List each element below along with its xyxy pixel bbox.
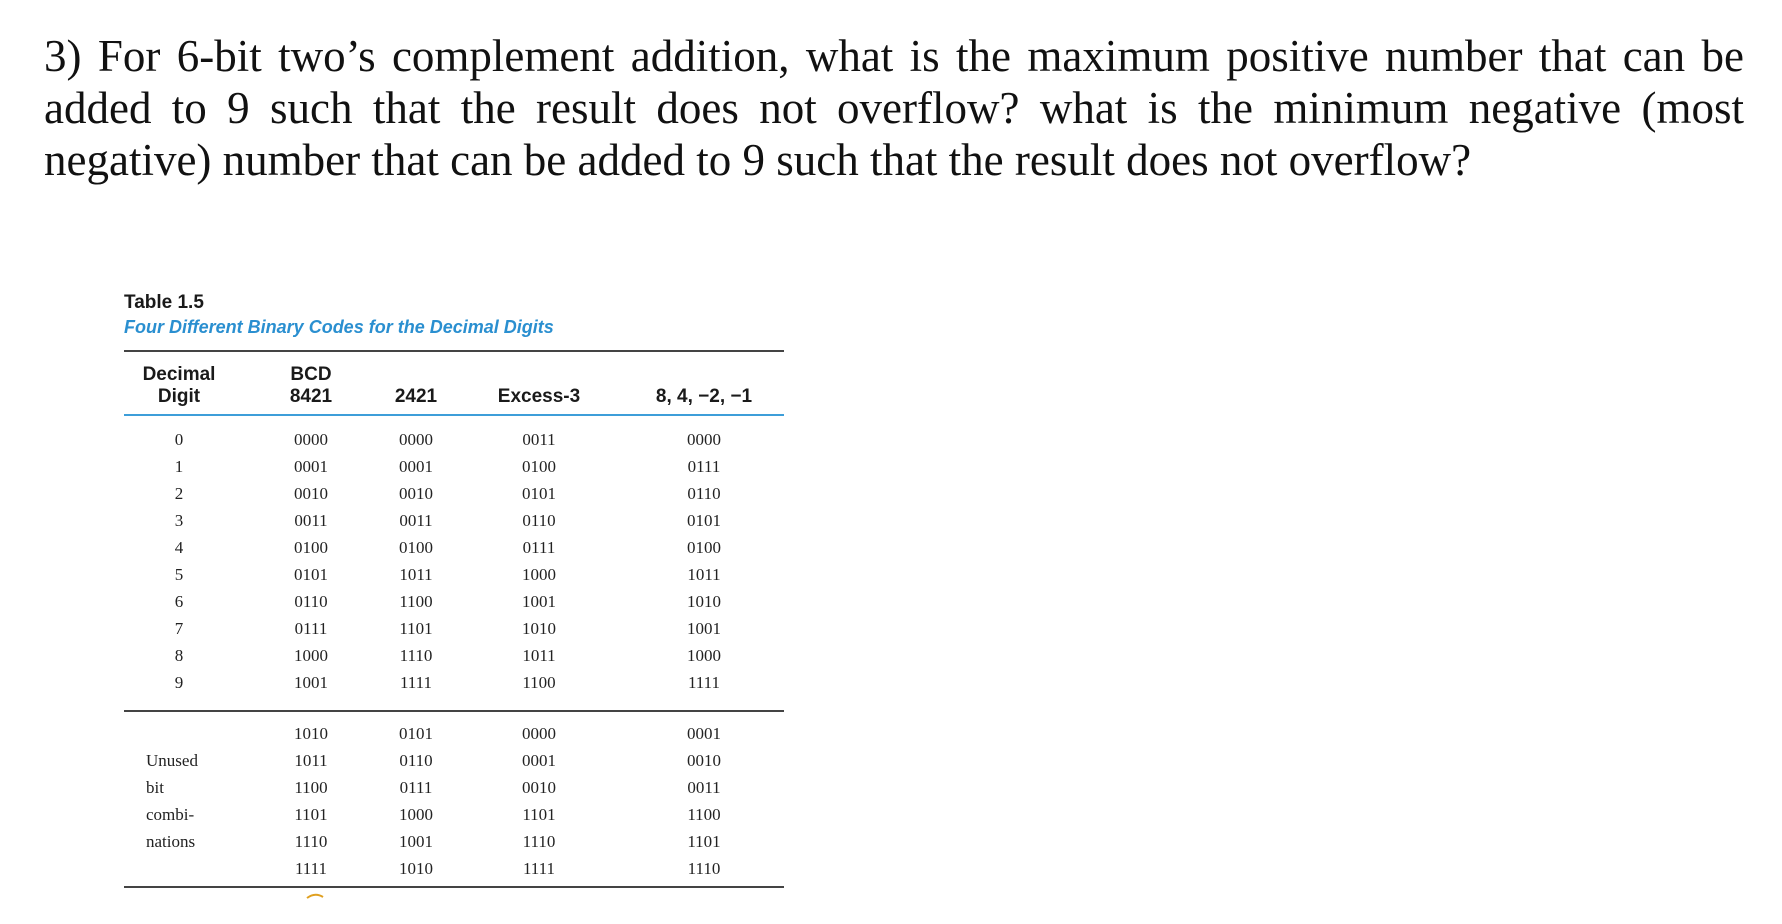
unused-label-line: nations: [146, 832, 196, 851]
cell-code-2421: 1100: [399, 592, 433, 611]
cell-unused-code-2421: 0101: [399, 724, 433, 743]
cell-bcd: 1001: [294, 673, 328, 692]
cell-bcd: 0101: [294, 565, 328, 584]
cell-unused-code-2421: 1010: [399, 859, 433, 878]
cell-bcd: 0010: [294, 484, 328, 503]
cell-bcd: 0001: [294, 457, 328, 476]
unused-label-line: bit: [146, 778, 164, 797]
cell-unused-code-2421: 0110: [399, 751, 433, 770]
cell-unused-excess-3: 0010: [522, 778, 556, 797]
cell-excess-3: 0100: [522, 457, 556, 476]
cell-unused-excess-3: 0000: [522, 724, 556, 743]
cell-code-2421: 0000: [399, 430, 433, 449]
table-bottom-rule: [124, 886, 784, 888]
cell-code-8-4-n2-n1: 0111: [687, 457, 721, 476]
header-bcd-line2: 8421: [289, 386, 333, 407]
cell-unused-code-8-4-n2-n1: 1101: [687, 832, 721, 851]
cell-excess-3: 1010: [522, 619, 556, 638]
cell-decimal-digit: 5: [174, 565, 184, 584]
cell-unused-bcd: 1110: [294, 832, 328, 851]
cell-unused-bcd: 1101: [294, 805, 328, 824]
table-top-rule: [124, 350, 784, 352]
cell-decimal-digit: 8: [174, 646, 184, 665]
table-number: Table 1.5: [124, 292, 204, 313]
cell-excess-3: 1011: [522, 646, 556, 665]
cell-unused-excess-3: 1101: [522, 805, 556, 824]
cell-decimal-digit: 7: [174, 619, 184, 638]
cell-code-2421: 0001: [399, 457, 433, 476]
cell-excess-3: 0110: [522, 511, 556, 530]
unused-divider-rule: [124, 710, 784, 712]
cell-code-2421: 1110: [399, 646, 433, 665]
cell-unused-code-8-4-n2-n1: 1110: [687, 859, 721, 878]
header-decimal-line1: Decimal: [142, 364, 216, 385]
cell-bcd: 1000: [294, 646, 328, 665]
header-rule: [124, 414, 784, 416]
unused-label-line: Unused: [146, 751, 198, 770]
cell-unused-code-8-4-n2-n1: 0010: [687, 751, 721, 770]
cell-code-2421: 0010: [399, 484, 433, 503]
cell-code-8-4-n2-n1: 1000: [687, 646, 721, 665]
cell-decimal-digit: 1: [174, 457, 184, 476]
cell-code-2421: 1011: [399, 565, 433, 584]
header-2421: 2421: [394, 386, 438, 407]
cell-code-8-4-n2-n1: 1010: [687, 592, 721, 611]
cell-unused-excess-3: 1110: [522, 832, 556, 851]
cell-unused-bcd: 1010: [294, 724, 328, 743]
cell-unused-bcd: 1011: [294, 751, 328, 770]
cell-unused-code-2421: 1000: [399, 805, 433, 824]
cell-unused-code-8-4-n2-n1: 0011: [687, 778, 721, 797]
cell-code-8-4-n2-n1: 0000: [687, 430, 721, 449]
cell-unused-excess-3: 0001: [522, 751, 556, 770]
cell-decimal-digit: 9: [174, 673, 184, 692]
cell-code-2421: 0011: [399, 511, 433, 530]
cell-bcd: 0100: [294, 538, 328, 557]
cell-decimal-digit: 0: [174, 430, 184, 449]
cell-decimal-digit: 6: [174, 592, 184, 611]
cell-code-8-4-n2-n1: 1001: [687, 619, 721, 638]
cell-bcd: 0110: [294, 592, 328, 611]
cell-unused-code-2421: 0111: [399, 778, 433, 797]
cell-excess-3: 0011: [522, 430, 556, 449]
cell-excess-3: 1001: [522, 592, 556, 611]
cell-code-2421: 0100: [399, 538, 433, 557]
cell-unused-bcd: 1111: [294, 859, 328, 878]
cell-bcd: 0111: [294, 619, 328, 638]
header-excess3: Excess-3: [497, 386, 581, 407]
cell-code-8-4-n2-n1: 0110: [687, 484, 721, 503]
cell-decimal-digit: 3: [174, 511, 184, 530]
cell-code-2421: 1111: [399, 673, 433, 692]
cell-excess-3: 1100: [522, 673, 556, 692]
question-text: 3) For 6-bit two’s complement addition, what is the maximum positive number that can be added to 9 such that the result does not overflow? what is the minimum negative (most negative) number that can be added to 9 such that the result does not overflow?: [44, 31, 1744, 185]
cell-unused-excess-3: 1111: [522, 859, 556, 878]
scan-mark-icon: [306, 893, 324, 899]
cell-code-8-4-n2-n1: 1111: [687, 673, 721, 692]
cell-unused-code-2421: 1001: [399, 832, 433, 851]
cell-bcd: 0000: [294, 430, 328, 449]
cell-code-8-4-n2-n1: 1011: [687, 565, 721, 584]
code-table: [124, 292, 784, 878]
cell-decimal-digit: 4: [174, 538, 184, 557]
cell-bcd: 0011: [294, 511, 328, 530]
header-decimal-digit: [124, 364, 234, 408]
cell-excess-3: 1000: [522, 565, 556, 584]
cell-unused-code-8-4-n2-n1: 0001: [687, 724, 721, 743]
cell-decimal-digit: 2: [174, 484, 184, 503]
cell-code-2421: 1101: [399, 619, 433, 638]
header-digit-line2: Digit: [157, 386, 201, 407]
unused-label-line: combi-: [146, 805, 195, 824]
cell-unused-bcd: 1100: [294, 778, 328, 797]
header-bcd-line1: BCD: [290, 364, 332, 385]
table-title: Four Different Binary Codes for the Decimal Digits: [124, 317, 554, 337]
header-8-4-n2-n1: 8, 4, −2, −1: [655, 386, 753, 407]
header-bcd: [266, 364, 356, 408]
cell-code-8-4-n2-n1: 0101: [687, 511, 721, 530]
cell-excess-3: 0101: [522, 484, 556, 503]
cell-code-8-4-n2-n1: 0100: [687, 538, 721, 557]
cell-unused-code-8-4-n2-n1: 1100: [687, 805, 721, 824]
cell-excess-3: 0111: [522, 538, 556, 557]
